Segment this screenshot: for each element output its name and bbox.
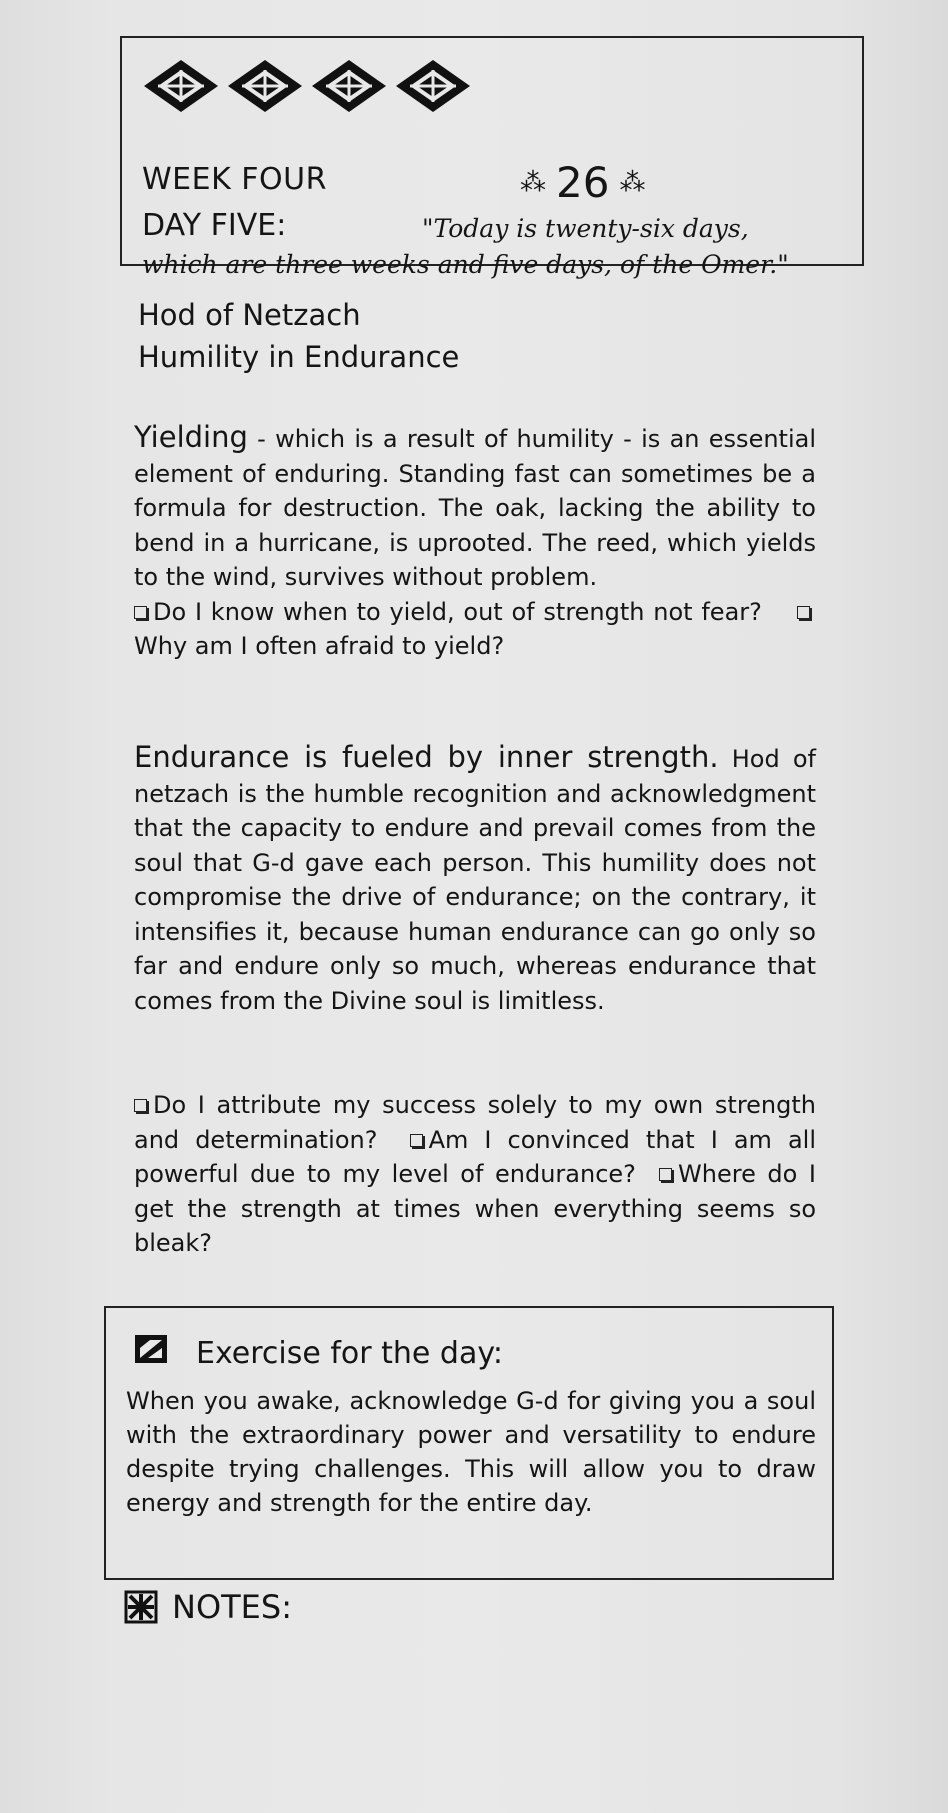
checkbox-icon — [410, 1134, 423, 1147]
questions-paragraph — [134, 1088, 816, 1261]
notes-label: NOTES: — [172, 1588, 292, 1626]
diamond-ornament-icon — [310, 58, 388, 114]
question-text: Do I attribute my success solely to my own strength and determination? — [134, 1091, 816, 1154]
diamond-ornament-icon — [142, 58, 220, 114]
paragraph-text: Hod of netzach is the humble recognition and acknowledgment that the capacity to endure and prevail comes from the soul that G-d gave each person. This humility does not compromise the drive of endurance; on the contrary, it intensifies it, because human endurance can go only so far and endure only so much, whereas endurance that comes from the Divine soul is limitless. — [134, 745, 816, 1015]
checkbox-icon — [659, 1168, 672, 1181]
omer-count-line1: "Today is twenty-six days, — [422, 214, 749, 243]
omer-count-line2: which are three weeks and five days, of the Omer." — [142, 250, 789, 279]
checked-box-icon — [134, 1334, 168, 1364]
paragraph-lead: Endurance is fueled by inner strength. — [134, 740, 719, 774]
page-title: Hod of Netzach — [138, 298, 361, 332]
yielding-paragraph — [134, 420, 816, 664]
diamond-ornament-icon — [394, 58, 472, 114]
exercise-title: Exercise for the day: — [196, 1336, 504, 1371]
question-text: Why am I often afraid to yield? — [134, 632, 505, 660]
day-count-number: 26 — [556, 158, 610, 207]
page-subtitle: Humility in Endurance — [138, 340, 460, 374]
exercise-box — [104, 1306, 834, 1580]
asterisk-box-icon — [124, 1590, 158, 1624]
paragraph-lead: Yielding — [134, 420, 248, 454]
header-box — [120, 36, 864, 279]
exercise-text: When you awake, acknowledge G-d for giving you a soul with the extraordinary power and versatility to endure despite trying challenges. This will allow you to draw energy and strength for the entire day. — [126, 1387, 816, 1517]
paragraph-text: - which is a result of humility - is an essential element of enduring. Standing fast can sometimes be a formula for destruction. The oak, lacking the ability to bend in a hurricane, is uprooted. The reed, which yields to the wind, survives without problem. — [134, 425, 816, 591]
diamond-ornaments — [142, 58, 472, 114]
question-text: Am I convinced that I am all powerful due to my level of endurance? — [134, 1125, 816, 1188]
diamond-ornament-icon — [226, 58, 304, 114]
notes-section — [124, 1588, 292, 1626]
question-text: Where do I get the strength at times when everything seems so bleak? — [134, 1160, 816, 1257]
day-label: DAY FIVE: — [142, 208, 287, 243]
ornament-left-icon: ⁂ — [520, 167, 546, 198]
checkbox-icon — [134, 1099, 147, 1112]
checkbox-icon — [797, 606, 810, 619]
day-number — [520, 158, 645, 207]
ornament-right-icon: ⁂ — [619, 167, 646, 198]
week-label: WEEK FOUR — [142, 162, 327, 197]
endurance-paragraph — [134, 740, 816, 1018]
question-text: Do I know when to yield, out of strength not fear? — [153, 597, 762, 626]
checkbox-icon — [134, 606, 147, 619]
